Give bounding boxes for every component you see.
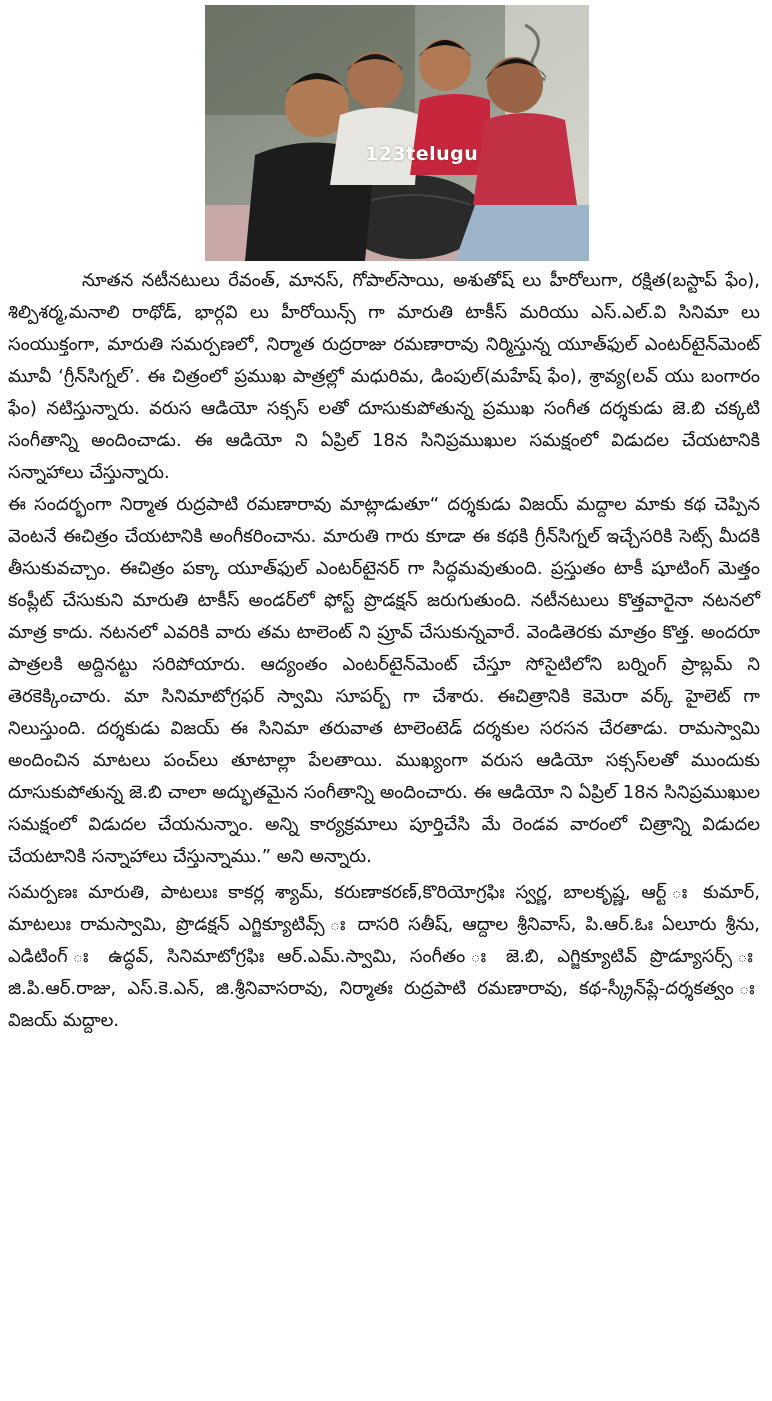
article-paragraph-intro: నూతన నటీనటులు రేవంత్, మానస్, గోపాల్‌సాయి, అశుతోష్ లు హీరోలుగా, రక్షిత(బస్టాప్ ఫేం), శిల్పిశర్మ,మనాలి రాథోడ్, భార్గవి లు హీరోయిన్స్ గా మారుతి టాకీస్ మరియు ఎస్.ఎల్.వి సినిమా లు సంయుక్తంగా, మారుతి సమర్పణలో, నిర్మాత రుద్రరాజు రమణారావు నిర్మిస్తున్న యూత్‌ఫుల్ ఎంటర్‌టైన్‌మెంట్ మూవీ ‘గ్రీన్‌సిగ్నల్’. ఈ చిత్రంలో ప్రముఖ పాత్రల్లో మధురిమ, డింపుల్(మహేష్ ఫేం), శ్రావ్య(లవ్ యు బంగారం ఫేం) నటిస్తున్నారు. వరుస ఆడియో సక్సస్ లతో దూసుకుపోతున్న ప్రముఖ సంగీత దర్శకుడు జె.బి చక్కటి సంగీతాన్ని అందించాడు. ఈ ఆడియో ని ఏప్రిల్ 18న సినిప్రముఖుల సమక్షంలో విడుదల చేయటానికి సన్నాహాలు చేస్తున్నారు. (8, 270, 760, 483)
article-paragraph-credits: సమర్పణః మారుతి, పాటలుః కాకర్ల శ్యామ్, కరుణాకరణ్,కొరియోగ్రఫిః స్వర్ణ, బాలకృష్ణ, ఆర్ట్ ః కుమార్, మాటలుః రామస్వామి, ప్రొడక్షన్ ఎగ్జిక్యూటివ్స్ ః దాసరి సతీష్, ఆద్దాల శ్రీనివాస్, పి.ఆర్.ఓః ఏలూరు శ్రీను, ఎడిటింగ్ ః ఉద్ధవ్, సినిమాటోగ్రఫిః ఆర్.ఎమ్.స్వామి, సంగీతం ః జె.బి, ఎగ్జిక్యూటివ్ ప్రొడ్యూసర్స్ ః జి.పి.ఆర్.రాజు, ఎస్.కె.ఎన్, జి.శ్రీనివాసరావు, నిర్మాతః రుద్రపాటి రమణారావు, కథ-స్క్రీన్‌ప్లే-దర్శకత్వం ః విజయ్ మద్దాల. (8, 882, 760, 1031)
watermark-logo: 123telugu (365, 143, 479, 165)
article-photo (205, 5, 589, 261)
article-body (8, 265, 760, 1037)
article-paragraph-quote: ఈ సందర్భంగా నిర్మాత రుద్రపాటి రమణారావు మాట్లాడుతూ“ దర్శకుడు విజయ్ మద్దాల మాకు కథ చెప్పిన వెంటనే ఈచిత్రం చేయటానికి అంగీకరించాను. మారుతి గారు కూడా ఈ కథకి గ్రీన్‌సిగ్నల్ ఇచ్చేసరికి సెట్స్ మీదకి తీసుకువచ్చాం. ఈచిత్రం పక్కా యూత్‌ఫుల్ ఎంటర్‌టైనర్ గా సిద్ధమవుతుంది. ప్రస్తుతం టాకీ షూటింగ్ మెత్తం కంప్లీట్ చేసుకుని మారుతి టాకీస్ అండర్‌లో ఫోస్ట్ ప్రొడక్షన్ జరుగుతుంది. నటీనటులు కొత్తవారైనా నటనలో మాత్ర కాదు. నటనలో ఎవరికి వారు తమ టాలెంట్ ని ప్రూవ్ చేసుకున్నవారే. వెండితెరకు మాత్రం కొత్త. అందరూ పాత్రలకి అద్దినట్టు సరిపోయారు. ఆద్యంతం ఎంటర్‌టైన్‌మెంట్ చేస్తూ సోసైటిలోని బర్నింగ్ ప్రాబ్లమ్ ని తెరకెక్కించారు. మా సినిమాటోగ్రఫర్ స్వామి సూపర్బ్ గా చేశారు. ఈచిత్రానికి కెమెరా వర్క్ హైలెట్ గా నిలుస్తుంది. దర్శకుడు విజయ్ ఈ సినిమా తరువాత టాలెంటెడ్ దర్శకుల సరసన చేరతాడు. రామస్వామి అందించిన మాటలు పంచ్‌లు తూటాల్లా పేలతాయి. ముఖ్యంగా వరుస ఆడియో సక్సస్‌లతో ముందుకు దూసుకుపోతున్న జె.బి చాలా అద్భుతమైన సంగీతాన్ని అందించారు. ఈ ఆడియో ని ఏప్రిల్ 18న సినిప్రముఖుల సమక్షంలో విడుదల చేయనున్నాం. అన్ని కార్యక్రమాలు పూర్తిచేసి మే రెండవ వారంలో చిత్రాన్ని విడుదల చేయటానికి సన్నాహాలు చేస్తున్నాము.” అని అన్నారు. (8, 494, 760, 867)
group-photo-illustration (205, 5, 589, 261)
